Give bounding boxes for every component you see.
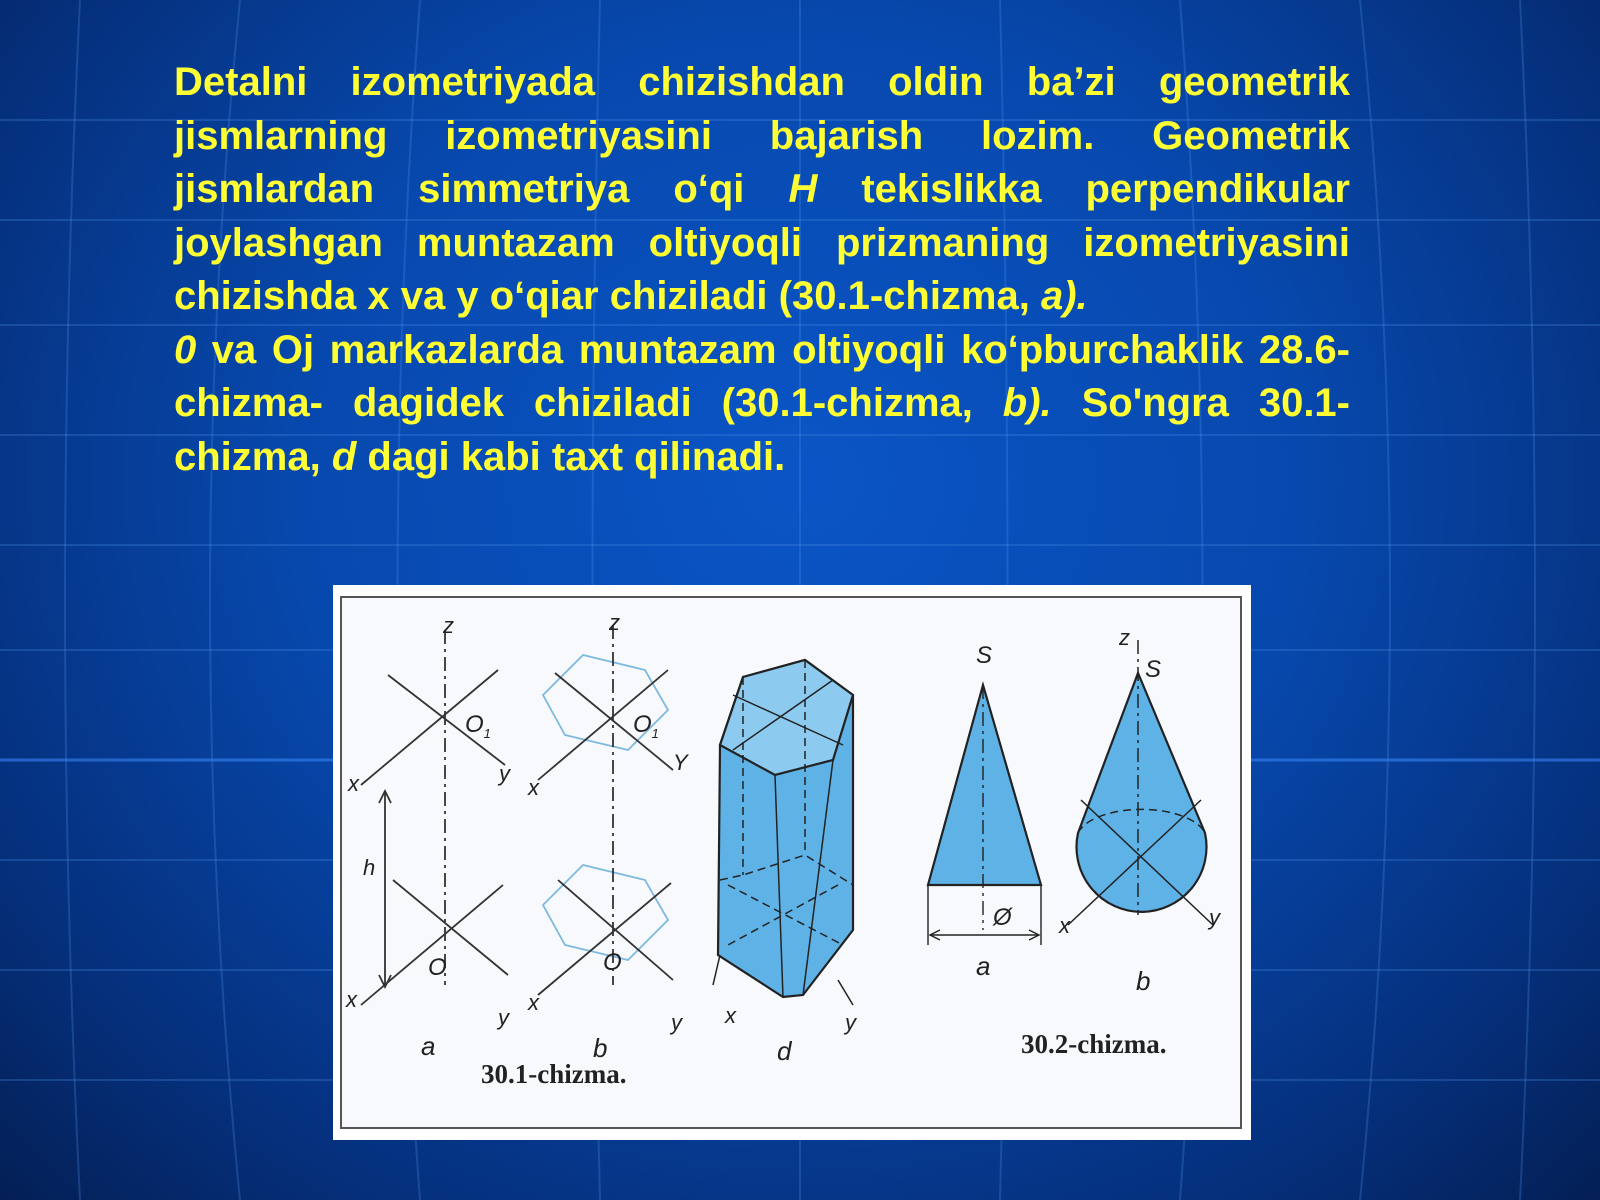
p1-italic-h: H — [788, 167, 818, 211]
cone-caption-letter: b — [1136, 966, 1151, 996]
fig-b-y-top-label: Y — [673, 750, 688, 775]
fig-a-h-label: h — [363, 855, 376, 880]
fig-d-caption-letter: d — [777, 1036, 792, 1066]
p2-italic-b: b). — [1002, 381, 1052, 425]
p2-text-1: va Oj markazlarda muntazam oltiyoqli ko‘pburchaklik 28.6-chizma- dagidek chiziladi (30.1-chizma, — [174, 327, 1350, 425]
p1-text-1: Detalni izometriyada chizishdan oldin ba’zi geometrik jismlarning izometriyasini bajarish lozim. Geometrik jismlardan simmetriya o‘qi — [174, 60, 1350, 211]
figure-drawing — [333, 585, 1251, 1140]
pyramid-s-label: S — [976, 642, 993, 669]
p1-italic-a: a). — [1040, 274, 1088, 318]
p2-italic-0: 0 — [174, 327, 197, 372]
fig-a-x-top-label: x — [348, 771, 359, 796]
fig-d-x-label: x — [725, 1003, 736, 1028]
fig-b-o1-label: $O_1$ — [633, 711, 659, 741]
p1-text-2: tekislikka perpendikular joylashgan muntazam oltiyoqli prizmaning izometriyasini chizishda x va y o‘qiar chiziladi (30.1-chizma, — [174, 167, 1350, 318]
cone-y-label: y — [1209, 905, 1220, 930]
fig-a-o1-label: $O_1$ — [465, 711, 491, 741]
fig-b-o-label: O — [603, 949, 622, 976]
caption-30-1: 30.1-chizma. — [481, 1059, 627, 1089]
figure-image — [333, 585, 1251, 1140]
paragraph-1 — [174, 56, 1350, 324]
pyramid-caption-letter: a — [976, 951, 991, 981]
fig-b-caption-letter: b — [593, 1033, 608, 1063]
fig-a-z-label: z — [443, 613, 454, 638]
caption-30-2: 30.2-chizma. — [1021, 1029, 1167, 1059]
cone-s-label: S — [1145, 656, 1162, 683]
p2-text-3: dagi kabi taxt qilinadi. — [356, 434, 786, 479]
figure-d-prism — [713, 660, 853, 1005]
fig-b-z-label: z — [609, 610, 620, 635]
p2-italic-d: d — [331, 434, 357, 479]
fig-d-y-label: y — [845, 1010, 856, 1035]
p2-text-2: So'ngra 30.1-chizma, — [174, 381, 1350, 479]
fig-a-y-top-label: y — [499, 761, 510, 786]
fig-b-y-bottom-label: y — [671, 1010, 682, 1035]
paragraph-2 — [174, 324, 1350, 485]
fig-a-x-bottom-label: x — [346, 987, 357, 1012]
cone-z-label: z — [1119, 625, 1130, 650]
slide-body-text — [174, 56, 1350, 484]
fig-a-y-bottom-label: y — [498, 1005, 509, 1030]
fig-b-x-bottom-label: x — [528, 990, 539, 1015]
cone-x-label: x — [1059, 913, 1070, 938]
pyramid-diameter-label: Ø — [993, 904, 1012, 931]
fig-b-x-top-label: x — [528, 775, 539, 800]
fig-a-caption-letter: a — [421, 1031, 436, 1061]
fig-a-o-label: O — [428, 954, 447, 981]
